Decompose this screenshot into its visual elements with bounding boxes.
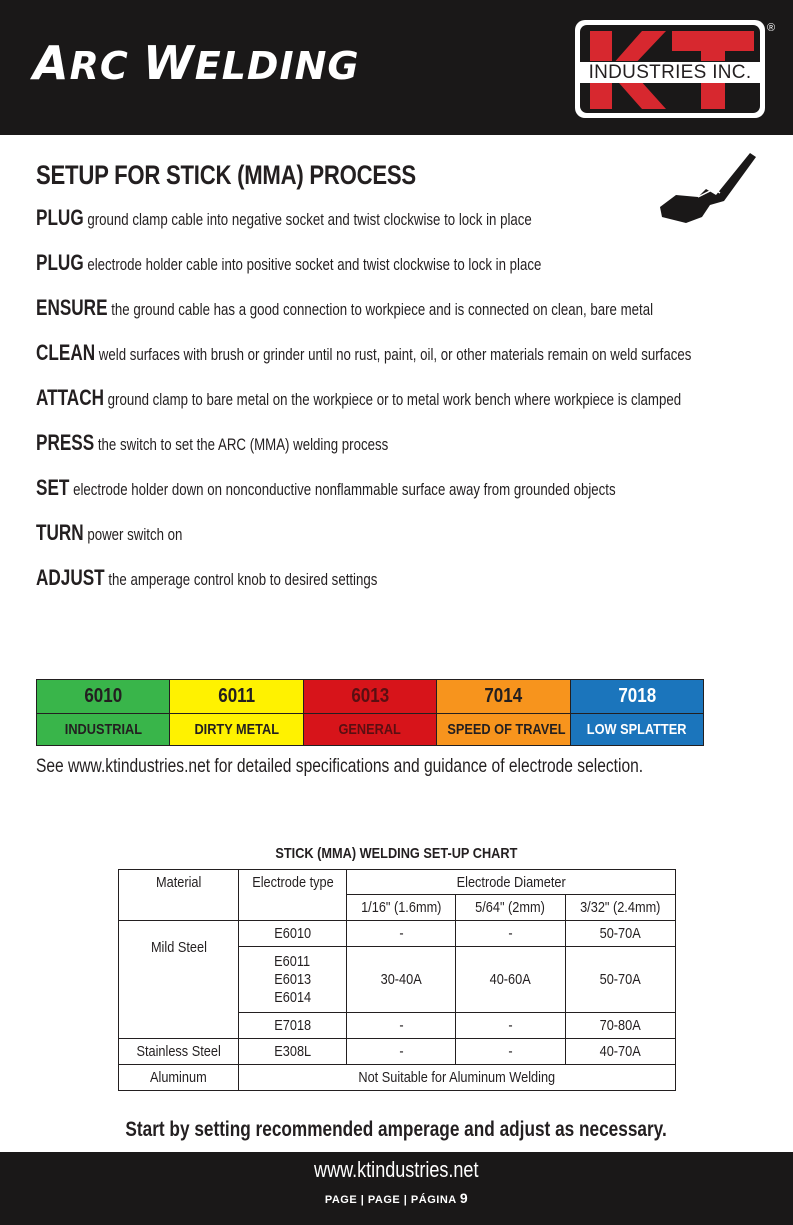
table-cell: 40-60A	[456, 947, 566, 1013]
registered-mark: ®	[767, 22, 776, 34]
electrode-code: 6010	[37, 680, 170, 714]
step-adjust: ADJUST the amperage control knob to desired settings	[36, 565, 378, 590]
electrode-label: DIRTY METAL	[170, 714, 303, 746]
table-cell: 30-40A	[347, 947, 456, 1013]
type-e6010: E6010	[239, 921, 347, 947]
table-cell: 40-70A	[566, 1039, 676, 1065]
electrode-code: 6011	[170, 680, 303, 714]
material-mild-steel: Mild Steel	[119, 921, 239, 1039]
section-title: SETUP FOR STICK (MMA) PROCESS	[36, 160, 416, 190]
electrode-label: LOW SPLATTER	[570, 714, 703, 746]
table-cell: -	[456, 1013, 566, 1039]
electrode-label: SPEED OF TRAVEL	[437, 714, 570, 746]
electrode-label: GENERAL	[303, 714, 436, 746]
kt-logo	[575, 20, 765, 118]
table-cell: -	[347, 921, 456, 947]
electrode-note: See www.ktindustries.net for detailed specifications and guidance of electrode selection.	[36, 756, 644, 777]
electrode-code: 6013	[303, 680, 436, 714]
table-cell: -	[456, 921, 566, 947]
setup-steps	[36, 205, 776, 610]
material-aluminum: Aluminum	[119, 1065, 239, 1091]
chart-title: STICK (MMA) WELDING SET-UP CHART	[275, 845, 518, 862]
type-e308l: E308L	[239, 1039, 347, 1065]
header-diameter-2: 5/64" (2mm)	[456, 895, 566, 921]
table-cell: 50-70A	[566, 947, 676, 1013]
step-press: PRESS the switch to set the ARC (MMA) welding process	[36, 430, 389, 455]
table-cell: -	[347, 1013, 456, 1039]
page-number: PAGE | PAGE | PÁGINA 9	[324, 1190, 469, 1206]
step-plug-holder: PLUG electrode holder cable into positive socket and twist clockwise to lock in place	[36, 250, 542, 275]
table-cell: 50-70A	[566, 921, 676, 947]
start-note: Start by setting recommended amperage and adjust as necessary.	[125, 1118, 668, 1141]
table-cell: 70-80A	[566, 1013, 676, 1039]
step-plug-ground: PLUG ground clamp cable into negative socket and twist clockwise to lock in place	[36, 205, 532, 230]
electrode-label: INDUSTRIAL	[37, 714, 170, 746]
header-electrode-diameter: Electrode Diameter	[347, 870, 676, 895]
type-e6011-group: E6011 E6013 E6014	[239, 947, 347, 1013]
material-stainless: Stainless Steel	[119, 1039, 239, 1065]
footer-bar	[0, 1152, 793, 1225]
step-attach: ATTACH ground clamp to bare metal on the workpiece or to metal work bench where workpiece is clamped	[36, 385, 682, 410]
step-clean: CLEAN weld surfaces with brush or grinder until no rust, paint, oil, or other materials remain on weld surfaces	[36, 340, 692, 365]
header-diameter-1: 1/16" (1.6mm)	[347, 895, 456, 921]
footer-url: www.ktindustries.net	[314, 1157, 479, 1182]
table-cell-empty	[119, 895, 239, 921]
header-diameter-3: 3/32" (2.4mm)	[566, 895, 676, 921]
electrode-code: 7018	[570, 680, 703, 714]
electrode-code: 7014	[437, 680, 570, 714]
step-turn: TURN power switch on	[36, 520, 183, 545]
logo-text: INDUSTRIES INC.	[588, 62, 752, 83]
table-cell: -	[456, 1039, 566, 1065]
aluminum-note: Not Suitable for Aluminum Welding	[239, 1065, 676, 1091]
table-cell: -	[347, 1039, 456, 1065]
type-e7018: E7018	[239, 1013, 347, 1039]
header-electrode-type: Electrode type	[239, 870, 347, 895]
step-ensure: ENSURE the ground cable has a good connection to workpiece and is connected on clean, bare metal	[36, 295, 654, 320]
step-set: SET electrode holder down on nonconductive nonflammable surface away from grounded objects	[36, 475, 616, 500]
header-bar	[0, 0, 793, 135]
electrode-color-table	[36, 679, 704, 746]
table-cell-empty	[239, 895, 347, 921]
page-title: ARC WELDING	[33, 36, 360, 90]
setup-chart-table	[118, 869, 676, 1091]
header-material: Material	[119, 870, 239, 895]
